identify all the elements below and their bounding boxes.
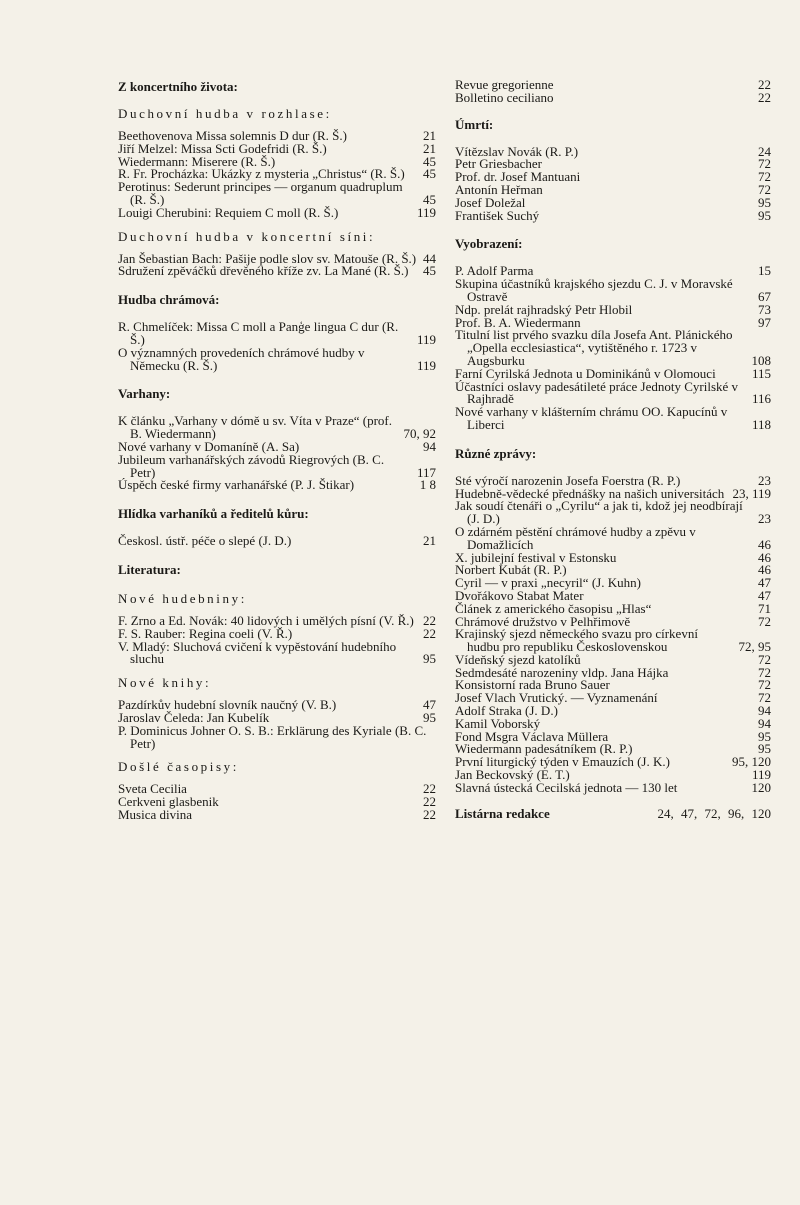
entry-page: 22	[423, 781, 436, 797]
entry-page: 70, 92	[403, 426, 436, 442]
entry-page: 94	[758, 715, 771, 731]
index-entry	[455, 378, 771, 407]
spacer	[455, 795, 771, 807]
entry-title: Vídeňský sjezd katolíků	[455, 651, 581, 667]
entry-title: V. Mladý: Sluchová cvičení k vypěstování hudebního sluchu	[118, 638, 397, 667]
entry-page: 95	[423, 651, 436, 667]
entry-page: 95	[758, 741, 771, 757]
entry-title: Jan Šebastian Bach: Pašije podle slov sv. Matouše (R. Š.)	[118, 250, 417, 266]
entry-page: 72	[758, 651, 771, 667]
entry-title: Kamil Voborský	[455, 715, 541, 731]
entry-page: 23	[758, 511, 771, 527]
entry-title: Jaroslav Čeleda: Jan Kubelík	[118, 709, 270, 725]
entry-page: 120	[751, 779, 771, 795]
subsection-heading: Došlé časopisy:	[118, 759, 239, 775]
index-entry	[118, 204, 436, 220]
index-entry	[455, 406, 771, 432]
subsection-heading: Duchovní hudba v koncertní síni:	[118, 228, 376, 244]
entry-title: Sté výročí narozenin Josefa Foerstra (R. P.)	[455, 472, 681, 488]
spacer	[118, 750, 436, 759]
entry-page: 119	[751, 767, 771, 783]
section-heading: Literatura:	[118, 561, 181, 577]
entry-title: Musica divina	[118, 806, 193, 822]
entry-title: Chrámové družstvo v Pelhřimově	[455, 613, 631, 629]
entry-page: 72	[758, 690, 771, 706]
entry-page: 72, 95	[738, 639, 771, 655]
entry-title: F. Zrno a Ed. Novák: 40 lidových i umělých písní (V. Ř.)	[118, 612, 414, 628]
entry-title: Norbert Kubát (R. P.)	[455, 562, 567, 578]
entry-title: R. Fr. Procházka: Ukázky z mysteria „Christus“ (R. Š.)	[118, 166, 405, 182]
entry-title: O významných provedeních chrámové hudby v Německu (R. Š.)	[118, 344, 365, 373]
subsection-heading: Duchovní hudba v rozhlase:	[118, 106, 332, 121]
entry-page: 119	[416, 331, 436, 347]
entry-page: 22	[758, 89, 771, 105]
entry-title: P. Adolf Parma	[455, 263, 534, 279]
spacer	[118, 94, 436, 106]
entry-page: 22	[423, 794, 436, 810]
entry-title: R. Chmelíček: Missa C moll a Panģe lingua C dur (R. Š.)	[118, 319, 399, 347]
subsection-heading: Nové knihy:	[118, 675, 212, 691]
entry-page: 97	[758, 314, 771, 330]
section-heading: Hudba chrámová:	[118, 292, 220, 308]
spacer	[455, 222, 771, 236]
entry-title: Prof. B. A. Wiedermann	[455, 314, 581, 330]
entry-title: Skupina účastníků krajského sjezdu C. J. v Moravské Ostravě	[455, 276, 733, 304]
entry-title: Bolletino ceciliano	[455, 89, 554, 105]
entry-page: 72	[758, 613, 771, 629]
entry-page: 108	[751, 352, 771, 368]
entry-title: Úspěch české firmy varhanářské (P. J. Štikar)	[118, 477, 355, 493]
spacer	[118, 577, 436, 591]
entry-page: 44	[423, 250, 436, 266]
entry-title: Účastníci oslavy padesátileté práce Jednoty Cyrilské v Rajhradě	[455, 378, 739, 407]
index-entry	[118, 722, 436, 751]
entry-title: Pazdírkův hudební slovník naučný (V. B.)	[118, 697, 337, 713]
entry-page: 73	[758, 301, 771, 317]
entry-title: P. Dominicus Johner O. S. B.: Erklärung des Kyriale (B. C. Petr)	[118, 722, 427, 751]
entry-title: Prof. dr. Josef Mantuani	[455, 169, 581, 185]
entry-page: 24, 47, 72, 96, 120	[657, 805, 771, 821]
entry-page: 21	[423, 128, 436, 143]
entry-title: Sedmdesáté narozeniny vldp. Jana Hájka	[455, 664, 669, 680]
entry-page: 95	[423, 709, 436, 725]
index-entry	[118, 479, 436, 492]
section-heading: Různé zprávy:	[455, 445, 537, 461]
entry-title: Wiedermann padesátníkem (R. P.)	[455, 741, 633, 757]
index-entry	[118, 181, 436, 207]
entry-title: Josef Vlach Vrutický. — Vyznamenání	[455, 690, 658, 706]
spacer	[455, 432, 771, 446]
entry-title: Sdružení zpěváčků dřevěného kříže zv. La Mané (R. Š.)	[118, 263, 409, 279]
entry-title: X. jubilejní festival v Estonsku	[455, 549, 617, 565]
entry-page: 45	[423, 191, 436, 207]
entry-page: 71	[758, 600, 771, 616]
index-entry	[118, 344, 436, 373]
spacer	[118, 548, 436, 562]
entry-title: Josef Doležal	[455, 194, 526, 210]
entry-page: 95	[758, 194, 771, 210]
entry-title: Ndp. prelát rajhradský Petr Hlobil	[455, 301, 633, 317]
entry-page: 24	[758, 143, 771, 159]
entry-page: 47	[758, 575, 771, 591]
entry-page: 47	[423, 697, 436, 713]
index-entry	[118, 535, 436, 548]
entry-page: 119	[416, 204, 436, 220]
entry-page: 45	[423, 263, 436, 279]
section-heading: Z koncertního života:	[118, 79, 238, 94]
index-entry	[455, 779, 771, 795]
entry-page: 95, 120	[732, 754, 771, 770]
entry-title: Adolf Straka (J. D.)	[455, 703, 558, 719]
entry-page: 72	[758, 677, 771, 693]
section-heading: Úmrtí:	[455, 116, 494, 132]
spacer	[118, 666, 436, 675]
entry-title: Beethovenova Missa solemnis D dur (R. Š.)	[118, 128, 347, 143]
entry-page: 45	[423, 166, 436, 182]
index-entry	[455, 89, 771, 105]
entry-title: Jan Beckovský (E. T.)	[455, 767, 570, 783]
entry-page: 95	[758, 207, 771, 223]
entry-page: 23	[758, 472, 771, 488]
entry-title: Cyril — v praxi „necyril“ (J. Kuhn)	[455, 575, 641, 591]
entry-page: 94	[423, 438, 436, 454]
section-heading: Varhany:	[118, 386, 171, 402]
entry-page: 22	[758, 77, 771, 92]
spacer	[118, 492, 436, 506]
entry-page: 46	[758, 562, 771, 578]
index-entry	[455, 500, 771, 526]
index-entry	[455, 278, 771, 304]
entry-page: 115	[751, 365, 771, 381]
entry-page: 118	[751, 416, 771, 432]
entry-page: 1 8	[419, 477, 436, 493]
entry-page: 47	[758, 587, 771, 603]
entry-page: 22	[423, 612, 436, 628]
entry-title: Cerkveni glasbenik	[118, 794, 219, 810]
entry-page: 22	[423, 806, 436, 822]
entry-title: Krajinský sjezd německého svazu pro církevní hudbu pro republiku Československou	[455, 626, 698, 655]
index-entry	[118, 451, 436, 480]
entry-title: Nové varhany v Domaníně (A. Sa)	[118, 438, 300, 454]
spacer	[118, 278, 436, 292]
entry-title: První liturgický týden v Emauzích (J. K.)	[455, 754, 670, 770]
entry-page: 72	[758, 169, 771, 185]
entry-page: 117	[416, 464, 436, 480]
index-entry	[118, 806, 436, 822]
index-entry	[455, 207, 771, 223]
entry-page: 67	[758, 288, 771, 304]
index-entry	[455, 329, 771, 367]
entry-title: Jak soudí čtenáři o „Cyrilu“ a jak ti, kdož jej neodbírají (J. D.)	[455, 498, 743, 527]
section-heading: Vyobrazení:	[455, 236, 523, 252]
entry-title: O zdárném pěstění chrámové hudby a zpěvu v Domažlicích	[455, 523, 696, 552]
section-heading-with-pages	[455, 807, 771, 820]
index-entry	[455, 523, 771, 552]
entry-title: Jiří Melzel: Missa Scti Godefridi (R. Š.)	[118, 140, 327, 156]
section-heading: Hlídka varhaníků a ředitelů kůru:	[118, 506, 309, 522]
entry-title: Hudebně-vědecké přednášky na našich universitách	[455, 485, 725, 501]
index-entry	[455, 628, 771, 654]
index-entry	[118, 415, 436, 441]
spacer	[118, 220, 436, 229]
entry-page: 72	[758, 181, 771, 197]
entry-page: 94	[758, 703, 771, 719]
entry-title: Petr Griesbacher	[455, 156, 542, 172]
entry-title: Konsistorní rada Bruno Sauer	[455, 677, 610, 693]
entry-title: Fond Msgra Václava Müllera	[455, 728, 609, 744]
entry-title: Slavná ústecká Cecilská jednota — 130 let	[455, 779, 678, 795]
entry-title: Louigi Cherubini: Requiem C moll (R. Š.)	[118, 204, 339, 220]
entry-page: 46	[758, 549, 771, 565]
entry-title: Farní Cyrilská Jednota u Dominikánů v Olomouci	[455, 365, 716, 381]
entry-title: Perotinus: Sederunt principes — organum quadruplum (R. Š.)	[118, 179, 403, 207]
entry-title: K článku „Varhany v dómě u sv. Víta v Praze“ (prof. B. Wiedermann)	[118, 413, 392, 442]
index-entry	[118, 265, 436, 278]
entry-page: 15	[758, 263, 771, 279]
entry-page: 21	[423, 533, 436, 549]
entry-page: 116	[751, 391, 771, 407]
entry-title: František Suchý	[455, 207, 540, 223]
left-column	[118, 79, 436, 822]
entry-title: Jubileum varhanářských závodů Riegrových (B. C. Petr)	[118, 451, 385, 480]
entry-page: 95	[758, 728, 771, 744]
entry-title: Wiedermann: Miserere (R. Š.)	[118, 153, 276, 169]
entry-title: Vítězslav Novák (R. P.)	[455, 143, 579, 159]
entry-page: 46	[758, 536, 771, 552]
entry-page: 23, 119	[732, 485, 771, 501]
spacer	[118, 372, 436, 386]
index-entry	[118, 321, 436, 347]
entry-title: F. S. Rauber: Regina coeli (V. Ř.)	[118, 625, 293, 641]
section-heading: Listárna redakce	[455, 805, 550, 821]
entry-page: 45	[423, 153, 436, 169]
entry-page: 21	[423, 140, 436, 156]
entry-title: Nové varhany v klášterním chrámu OO. Kapucínů v Liberci	[455, 404, 728, 432]
entry-title: Revue gregorienne	[455, 77, 554, 92]
entry-page: 72	[758, 664, 771, 680]
entry-title: Dvořákovo Stabat Mater	[455, 587, 584, 603]
entry-page: 72	[758, 156, 771, 172]
entry-title: Antonín Heřman	[455, 181, 543, 197]
entry-page: 22	[423, 625, 436, 641]
entry-title: Článek z amerického časopisu „Hlas“	[455, 600, 652, 616]
right-column	[455, 79, 771, 820]
index-entry	[118, 638, 436, 667]
entry-page: 119	[416, 357, 436, 373]
entry-title: Sveta Cecilia	[118, 781, 187, 797]
entry-title: Českosl. ústř. péče o slepé (J. D.)	[118, 533, 292, 549]
spacer	[455, 105, 771, 117]
entry-title: Titulní list prvého svazku díla Josefa Ant. Plánického „Opella ecclesiastica“, vytištěného r. 1723 v Augsburku	[455, 327, 733, 368]
subsection-heading: Nové hudebniny:	[118, 590, 247, 606]
